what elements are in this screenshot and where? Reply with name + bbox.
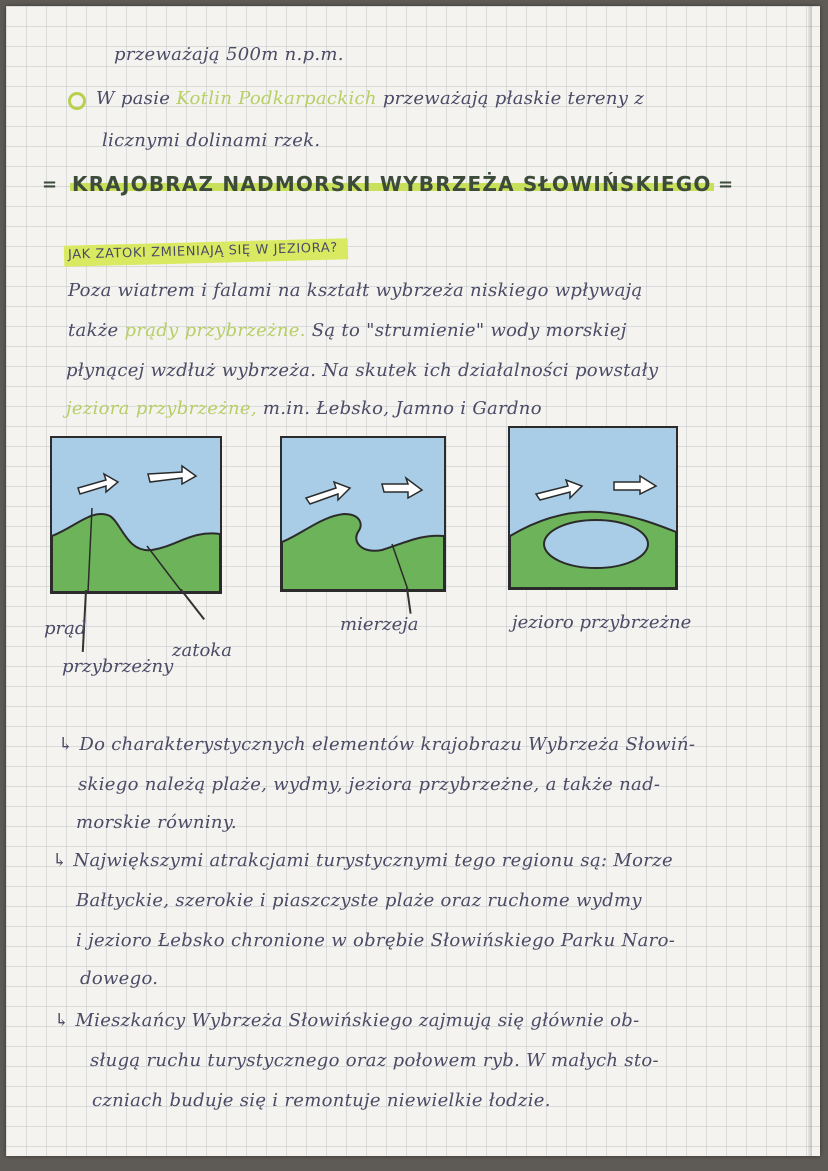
bullet-line: skiego należą plaże, wydmy, jeziora przybrzeżne, a także nad- xyxy=(78,774,661,795)
diagram-coastal-lake xyxy=(508,426,678,590)
bullet-line: i jezioro Łebsko chronione w obrębie Słowińskiego Parku Naro- xyxy=(76,930,676,951)
bullet-line: morskie równiny. xyxy=(76,812,237,833)
text-fragment: W pasie xyxy=(96,88,171,109)
label-zatoka: zatoka xyxy=(172,640,232,661)
subheading: JAK ZATOKI ZMIENIAJĄ SIĘ W JEZIORA? xyxy=(64,238,348,266)
text-fragment: Są to "strumienie" wody morskiej xyxy=(311,320,627,341)
label-prad: prąd xyxy=(44,618,87,639)
bullet-line: ↳ Mieszkańcy Wybrzeża Słowińskiego zajmują się głównie ob- xyxy=(54,1010,640,1031)
bullet-line: dowego. xyxy=(80,968,159,989)
text-line: licznymi dolinami rzek. xyxy=(102,130,321,151)
bullet-dot-icon xyxy=(68,92,86,110)
highlighted-term: Kotlin Podkarpackich xyxy=(176,88,377,109)
lake-shape xyxy=(544,520,648,568)
text-line xyxy=(96,88,644,109)
highlighted-term: prądy przybrzeżne. xyxy=(124,320,306,341)
text-fragment: przeważają płaskie tereny z xyxy=(382,88,645,109)
bullet-line: sługą ruchu turystycznego oraz połowem ryb. W małych sto- xyxy=(90,1050,659,1071)
label-przybrzezny: przybrzeżny xyxy=(62,656,174,677)
text-line: płynącej wzdłuż wybrzeża. Na skutek ich działalności powstały xyxy=(66,360,659,381)
bullet-line: Bałtyckie, szerokie i piaszczyste plaże oraz ruchome wydmy xyxy=(76,890,642,911)
section-heading-text: KRAJOBRAZ NADMORSKI WYBRZEŻA SŁOWIŃSKIEGO xyxy=(72,172,712,196)
page-edge-shadow xyxy=(808,6,812,1156)
notebook-page xyxy=(6,6,820,1156)
bullet-line: ↳ Do charakterystycznych elementów krajobrazu Wybrzeża Słowiń- xyxy=(58,734,696,755)
text-line xyxy=(66,398,542,419)
bullet-line: ↳ Największymi atrakcjami turystycznymi tego regionu są: Morze xyxy=(52,850,673,871)
diagram-bay xyxy=(50,436,222,594)
text-fragment: m.in. Łebsko, Jamno i Gardno xyxy=(262,398,542,419)
text-line xyxy=(68,320,627,341)
label-jezioro: jezioro przybrzeżne xyxy=(512,612,692,633)
diagram-spit xyxy=(280,436,446,592)
text-line: Poza wiatrem i falami na kształt wybrzeża niskiego wpływają xyxy=(68,280,643,301)
text-fragment: także xyxy=(68,320,119,341)
heading-decoration-right: = xyxy=(718,174,734,195)
section-heading xyxy=(70,172,714,196)
highlighted-term: jeziora przybrzeżne, xyxy=(66,398,257,419)
text-line: przeważają 500m n.p.m. xyxy=(114,44,344,65)
label-mierzeja: mierzeja xyxy=(340,614,419,635)
heading-decoration-left: = xyxy=(42,174,58,195)
bullet-line: czniach buduje się i remontuje niewielkie łodzie. xyxy=(92,1090,551,1111)
